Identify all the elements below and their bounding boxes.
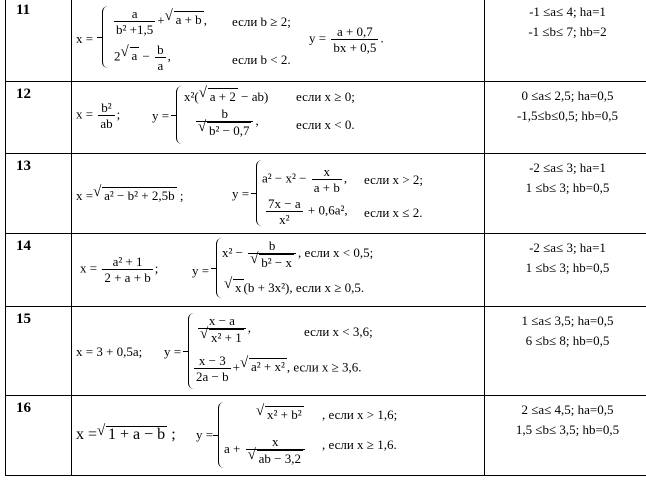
x-expression: x =√ 1 + a − b ;: [76, 426, 176, 443]
task-table: [5, 0, 646, 476]
range-a: 2 ≤a≤ 4,5; ha=0,5: [521, 402, 614, 417]
x-expression: x = $\frac{\text{b²}}{ab}$ ;: [76, 100, 121, 131]
x-expression: x = $\frac{\text{a² + 1}}{2 + a + b}$ ;: [80, 254, 159, 285]
case-expression: √ x (b + 3x²), если x ≥ 0,5.: [224, 279, 364, 295]
y-expression: y = $\frac{a + 0,7}{bx + 0,5}$ .: [309, 24, 384, 55]
range-b: 1 ≤b≤ 3; hb=0,5: [525, 260, 610, 275]
range-a: -1 ≤a≤ 4; ha=1: [529, 4, 606, 19]
x-label: x =: [76, 31, 94, 46]
case-condition: если x > 2;: [364, 172, 424, 187]
case-expression: a + x √ ab − 3,2: [224, 434, 307, 466]
variant-number: 16: [6, 396, 72, 476]
case-expression: 2√ a − $\frac{b}{a}$ ,: [114, 42, 171, 73]
case-condition: если x ≤ 2.: [364, 205, 423, 220]
range-a: 0 ≤a≤ 2,5; ha=0,5: [521, 88, 614, 103]
case-expression: a² − x² − $\frac{x}{a + b}$ ,: [262, 164, 348, 195]
table-row: [6, 0, 646, 82]
range-cell: [485, 82, 646, 154]
variant-number: 13: [6, 154, 72, 234]
case-expression: √ x² + b²: [256, 406, 304, 422]
x-expression: x = 3 + 0,5a;: [76, 344, 143, 359]
table-row: [6, 234, 646, 307]
table-row: [6, 82, 646, 154]
range-cell: [485, 396, 646, 476]
case-expression: $\frac{x - 3}{2a - b}$ +√ a² + x² , если x ≥ 3,6.: [192, 353, 362, 384]
y-label: y =: [192, 263, 210, 278]
case-brace: [176, 86, 183, 144]
formula-cell: [72, 0, 485, 82]
y-label: y =: [232, 186, 250, 201]
y-label: y =: [196, 427, 214, 442]
table-row: [6, 307, 646, 396]
range-b: -1,5≤b≤0,5; hb=0,5: [516, 108, 619, 123]
range-a: -2 ≤a≤ 3; ha=1: [529, 240, 606, 255]
case-brace: [102, 6, 109, 68]
case-condition: если x < 3,6;: [304, 324, 373, 339]
range-cell: [485, 307, 646, 396]
variant-number: 14: [6, 234, 72, 307]
variant-number: 12: [6, 82, 72, 154]
case-condition: если x ≥ 0;: [296, 89, 355, 104]
range-a: 1 ≤a≤ 3,5; ha=0,5: [521, 313, 614, 328]
case-condition: , если x > 1,6;: [322, 407, 398, 422]
range-cell: [485, 154, 646, 234]
case-condition: если b < 2.: [232, 52, 291, 67]
range-b: -1 ≤b≤ 7; hb=2: [528, 24, 607, 39]
case-expression: x² − b √ b² − x , если x < 0,5;: [222, 238, 373, 270]
case-condition: если b ≥ 2;: [232, 14, 291, 29]
case-expression: b √ b² − 0,7 ,: [194, 106, 259, 138]
formula-cell: [72, 154, 485, 234]
table-row: [6, 396, 646, 476]
range-cell: [485, 234, 646, 307]
range-a: -2 ≤a≤ 3; ha=1: [529, 160, 606, 175]
y-label: y =: [164, 344, 182, 359]
variant-number: 11: [6, 0, 72, 82]
formula-cell: [72, 82, 485, 154]
variant-number: 15: [6, 307, 72, 396]
x-expression: x =√ a² − b² + 2,5b ;: [76, 187, 183, 203]
y-label: y =: [152, 108, 170, 123]
case-expression: $\frac{a}{\text{b² +1,5}}$ +√ a + b ,: [112, 6, 207, 37]
range-cell: [485, 0, 646, 82]
case-expression: x − a √ x² + 1 ,: [196, 313, 251, 345]
formula-cell: [72, 396, 485, 476]
range-b: 1,5 ≤b≤ 3,5; hb=0,5: [515, 422, 620, 437]
range-b: 1 ≤b≤ 3; hb=0,5: [525, 180, 610, 195]
case-expression: $\frac{7x - a}{\text{x²}}$ + 0,6a²,: [268, 196, 348, 227]
case-expression: x²(√ a + 2 − ab): [184, 88, 268, 104]
formula-cell: [72, 307, 485, 396]
case-condition: , если x ≥ 1,6.: [322, 437, 397, 452]
table-row: [6, 154, 646, 234]
range-b: 6 ≤b≤ 8; hb=0,5: [525, 333, 610, 348]
formula-cell: [72, 234, 485, 307]
case-condition: если x < 0.: [296, 117, 355, 132]
